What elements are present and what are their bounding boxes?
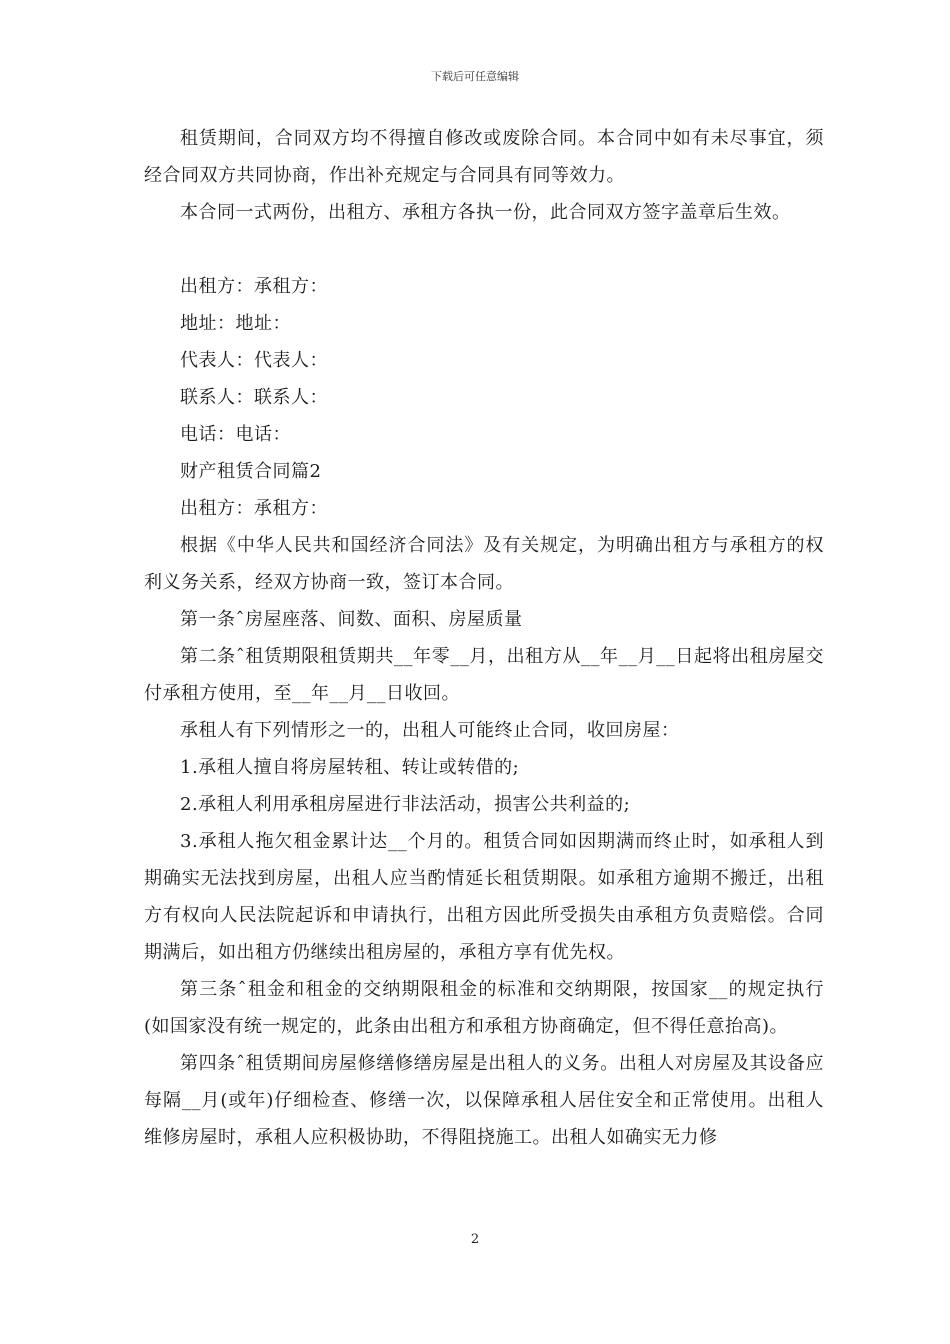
list-item-1: 1.承租人擅自将房屋转租、转让或转借的; [180,757,520,778]
parties-line: 出租方：承租方： [180,498,328,519]
list-item-2: 2.承租人利用承租房屋进行非法活动，损害公共利益的; [180,794,631,815]
paragraph-copies: 本合同一式两份，出租方、承租方各执一份，此合同双方签字盖章后生效。 [180,202,791,223]
list-item-3: 3.承租人拖欠租金累计达__个月的。租赁合同如因期满而终止时，如承租人到期确实无法找到房屋，出租人应当酌情延长租赁期限。如承租方逾期不搬迁，出租方有权向人民法院起诉和申请执行，出租方因此所受损失由承租方负责赔偿。合同期满后，如出租方仍继续出租房屋的，承租方享有优先权。 [144,831,824,963]
signature-representative: 代表人：代表人： [180,350,328,371]
signature-contact: 联系人：联系人： [180,387,328,408]
signature-parties: 出租方：承租方： [180,276,328,297]
paragraph-intro: 根据《中华人民共和国经济合同法》及有关规定，为明确出租方与承租方的权利义务关系，经双方协商一致，签订本合同。 [144,535,824,593]
article-3: 第三条ˆ租金和租金的交纳期限租金的标准和交纳期限，按国家__的规定执行(如国家没有统一规定的，此条由出租方和承租方协商确定，但不得任意抬高)。 [144,979,824,1037]
article-2-conditions: 承租人有下列情形之一的，出租人可能终止合同，收回房屋： [180,720,680,741]
header-note: 下载后可任意编辑 [431,70,519,83]
signature-address: 地址：地址： [180,313,291,334]
signature-phone: 电话：电话： [180,424,291,445]
article-1: 第一条ˆ房屋座落、间数、面积、房屋质量 [180,609,523,630]
document-body [144,120,824,1156]
article-4: 第四条ˆ租赁期间房屋修缮修缮房屋是出租人的义务。出租人对房屋及其设备应每隔__月(或年)仔细检查、修缮一次，以保障承租人居住安全和正常使用。出租人维修房屋时，承租人应积极协助，不得阻挠施工。出租人如确实无力修 [144,1053,824,1148]
article-2: 第二条ˆ租赁期限租赁期共__年零__月，出租方从__年__月__日起将出租房屋交付承租方使用，至__年__月__日收回。 [144,646,824,704]
blank-gap [144,231,824,268]
section-title: 财产租赁合同篇2 [180,461,322,482]
page-number: 2 [470,1232,480,1247]
paragraph-lease-modification: 租赁期间，合同双方均不得擅自修改或废除合同。本合同中如有未尽事宜，须经合同双方共同协商，作出补充规定与合同具有同等效力。 [144,128,824,186]
